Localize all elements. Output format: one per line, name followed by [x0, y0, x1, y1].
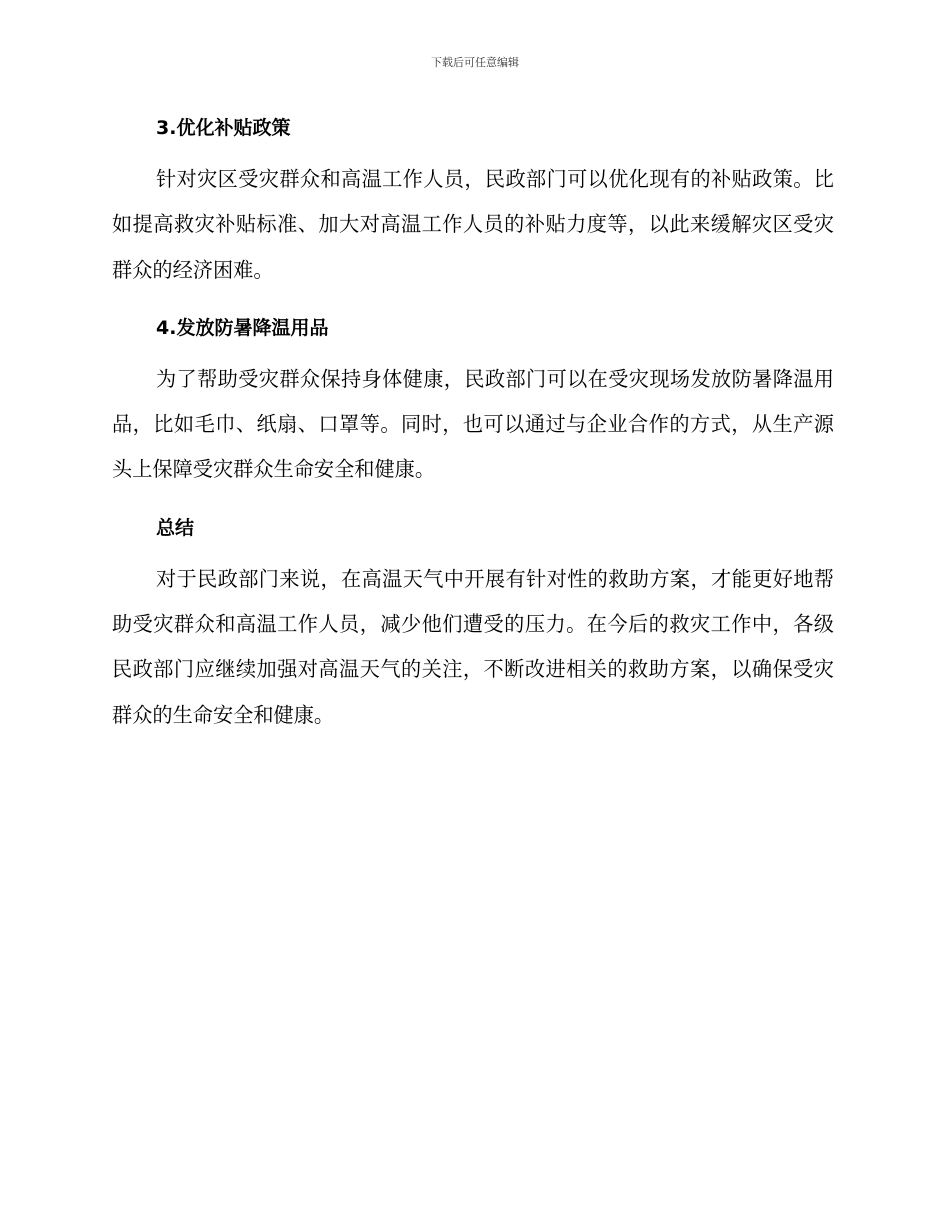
document-body	[112, 112, 834, 738]
section-heading-subsidy: 3.优化补贴政策	[156, 117, 291, 139]
section-heading-summary: 总结	[156, 516, 195, 539]
section-heading-cooling-supplies: 4.发放防暑降温用品	[156, 316, 329, 339]
section-paragraph-cooling-supplies: 为了帮助受灾群众保持身体健康，民政部门可以在受灾现场发放防暑降温用品，比如毛巾、纸扇、口罩等。同时，也可以通过与企业合作的方式，从生产源头上保障受灾群众生命安全和健康。	[112, 366, 834, 482]
page-header: 下载后可任意编辑	[431, 56, 519, 69]
section-paragraph-subsidy: 针对灾区受灾群众和高温工作人员，民政部门可以优化现有的补贴政策。比如提高救灾补贴标准、加大对高温工作人员的补贴力度等，以此来缓解灾区受灾群众的经济困难。	[112, 167, 834, 282]
section-paragraph-summary: 对于民政部门来说，在高温天气中开展有针对性的救助方案，才能更好地帮助受灾群众和高温工作人员，减少他们遭受的压力。在今后的救灾工作中，各级民政部门应继续加强对高温天气的关注，不断改进相关的救助方案，以确保受灾群众的生命安全和健康。	[112, 566, 834, 727]
